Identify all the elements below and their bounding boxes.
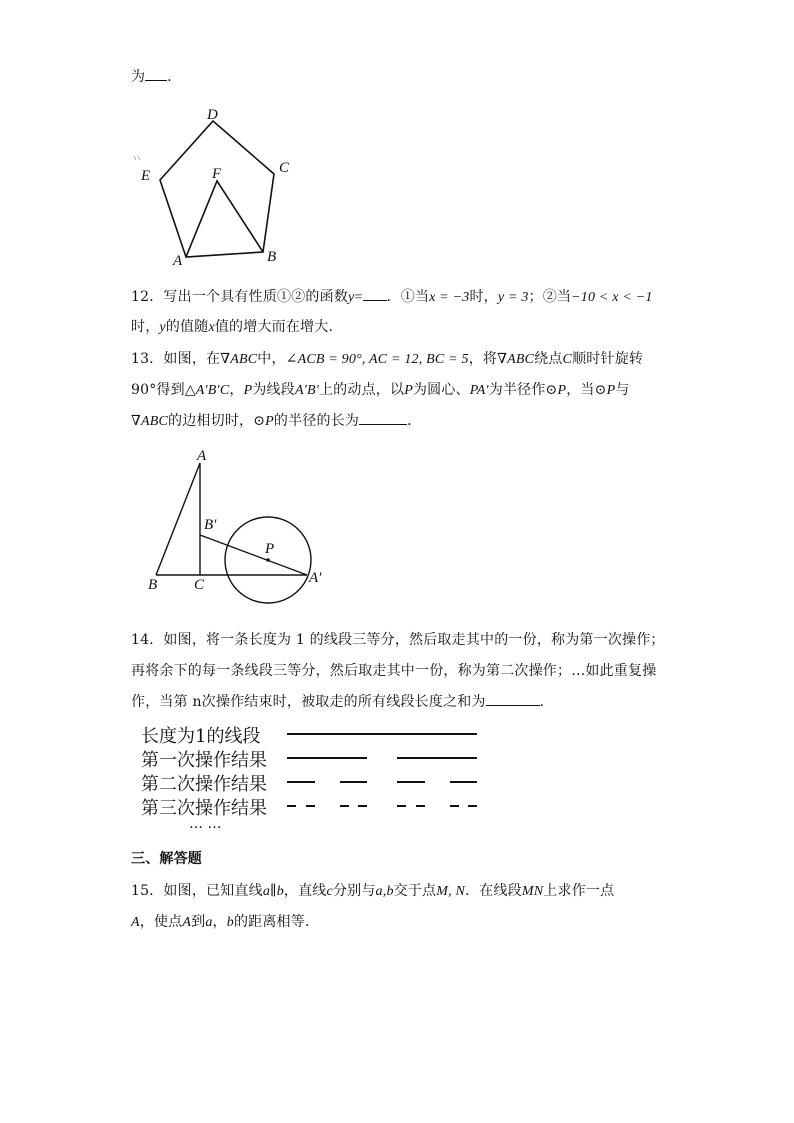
op-row-3: 第三次操作结果 — [141, 798, 267, 819]
q13-text: 中， — [257, 351, 286, 367]
q13-text: 90°得到 — [131, 382, 185, 398]
q12-var-y: y — [348, 290, 355, 305]
q15-text: 上求作一点 — [543, 883, 615, 899]
q13-text: 13．如图，在 — [131, 351, 221, 367]
q15-lines-ab: a,b — [375, 884, 394, 899]
q13-point-p: P — [404, 383, 413, 398]
q15-point-a: A — [182, 915, 192, 930]
label-c: C — [279, 160, 290, 176]
q15-text: ．在线段 — [465, 883, 522, 899]
q13-text: ，将 — [468, 351, 498, 367]
q13-text: 的半径的长为 — [273, 413, 360, 429]
q15-line-1 — [131, 880, 614, 900]
q12-text: ；②当 — [528, 289, 572, 305]
q15-line-c: c — [326, 884, 333, 899]
q15-text: 到 — [191, 914, 206, 930]
label-ap: A′ — [309, 570, 322, 586]
q13-text: ． — [407, 413, 422, 429]
section-title: 三、解答题 — [131, 851, 202, 867]
q13-text: 为半径作 — [488, 382, 546, 398]
q13-text: 的边相切时， — [168, 413, 254, 429]
q15-text: ， — [212, 914, 227, 930]
q13-text: 为圆心、 — [412, 382, 470, 398]
label-e: E — [141, 168, 151, 184]
op-row-1: 第一次操作结果 — [141, 750, 267, 771]
q13-circle: ⊙P — [253, 414, 274, 429]
q13-text: 顺时针旋转 — [572, 351, 644, 367]
q13-triangle: ∇ABC — [131, 414, 169, 429]
q13-text: 绕点 — [534, 351, 563, 367]
q13-rotated-triangle: △A′B′C — [184, 383, 230, 398]
label-d: D — [207, 107, 218, 123]
q15-text: 分别与 — [332, 883, 376, 899]
q13-point-p: P — [243, 383, 253, 398]
q14-line-2: 再将余下的每一条线段三等分，然后取走其中一份，称为第二次操作；…如此重复操 — [131, 663, 657, 679]
q12-var-x: x — [208, 320, 215, 335]
q14-line-1: 14．如图，将一条长度为 1 的线段三等分，然后取走其中的一份，称为第一次操作； — [131, 632, 665, 648]
label-b: B — [267, 249, 277, 265]
label-b13: B — [148, 577, 158, 593]
q13-triangle: ∇ABC — [497, 352, 535, 367]
label-a: A — [173, 253, 183, 269]
q11-prefix: 为 — [131, 69, 146, 85]
label-bp: B′ — [204, 517, 217, 533]
q13-triangle: ∇ABC — [220, 352, 258, 367]
q13-radius: PA′ — [469, 383, 489, 398]
op-row-2: 第二次操作结果 — [141, 774, 267, 795]
q13-text: ， — [229, 382, 244, 398]
q12-var-y: y — [159, 320, 166, 335]
q12-text: 的值随 — [165, 319, 209, 335]
q13-circle: ⊙P — [594, 383, 616, 398]
q12-text: 时， — [469, 289, 498, 305]
q12-text: 时， — [131, 319, 160, 335]
q15-text: 15．如图，已知直线 — [131, 883, 263, 899]
q12-text: ．①当 — [386, 289, 430, 305]
q13-text: 上的动点，以 — [318, 382, 405, 398]
q14-text: 作，当第 n次操作结束时，被取走的所有线段长度之和为 — [131, 694, 486, 710]
q12-text: 值的增大而在增大． — [214, 319, 343, 335]
q15-text: ，使点 — [139, 914, 183, 930]
q12-eq: = — [354, 290, 363, 305]
q15-line-a: a — [205, 915, 213, 930]
op-ellipsis: … … — [189, 816, 222, 832]
q15-text: ，直线 — [283, 883, 327, 899]
q15-points-mn: M, N — [436, 884, 466, 899]
q14-text: ． — [539, 694, 554, 710]
q15-segment-mn: MN — [521, 884, 544, 899]
label-f: F — [212, 166, 222, 182]
q13-text: 为线段 — [252, 382, 295, 398]
label-a13: A — [197, 448, 207, 464]
q15-line-2 — [131, 911, 319, 931]
q13-text: 与 — [615, 382, 630, 398]
q12-text: 12．写出一个具有性质①②的函数 — [131, 289, 349, 305]
label-c13: C — [194, 577, 205, 593]
q15-point-a: A — [131, 915, 140, 930]
q12-cond-y: y = 3 — [497, 290, 529, 305]
q15-line-b: b — [226, 915, 234, 930]
q13-text: ，当 — [566, 382, 595, 398]
q15-text: 交于点 — [393, 883, 437, 899]
op-row-0: 长度为1的线段 — [141, 726, 261, 747]
q11-suffix: ． — [167, 69, 182, 85]
label-p: P — [265, 541, 275, 557]
q13-circle: ⊙P — [545, 383, 567, 398]
q15-parallel: a∥b — [262, 884, 284, 899]
q12-range: −10 < x < −1 — [571, 290, 653, 305]
q12-cond-x: x = −3 — [429, 290, 470, 305]
q15-text: 的距离相等． — [233, 914, 320, 930]
q13-point-c: C — [562, 352, 573, 367]
q13-given: ∠ACB = 90°, AC = 12, BC = 5 — [285, 352, 469, 367]
q13-segment: A′B′ — [294, 383, 319, 398]
